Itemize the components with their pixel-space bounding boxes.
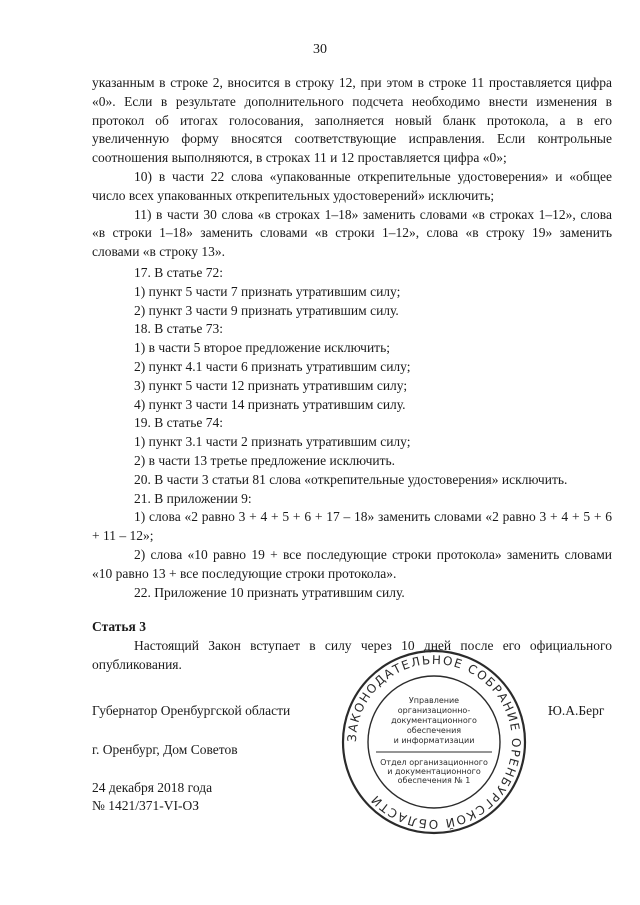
seal-inner-line: обеспечения [406, 726, 462, 735]
paragraph: 22. Приложение 10 признать утратившим силу. [134, 584, 405, 600]
page-number: 30 [313, 42, 327, 57]
seal-inner-line: и информатизации [393, 736, 475, 745]
paragraph: 21. В приложении 9: [134, 490, 252, 506]
seal-inner-line: документационного [391, 716, 477, 725]
paragraph: 19. В статье 74: [134, 415, 224, 431]
paragraph: 20. В части 3 статьи 81 слова «открепительные удостоверения» исключить. [134, 471, 568, 487]
place: г. Оренбург, Дом Советов [92, 742, 238, 757]
article-title: Статья 3 [92, 619, 146, 634]
paragraph: 3) пункт 5 части 12 признать утратившим силу; [134, 377, 408, 393]
seal-lower-line: обеспечения № 1 [397, 776, 471, 785]
law-number: № 1421/371-VI-ОЗ [92, 798, 200, 813]
seal-inner-line: организационно- [397, 706, 471, 715]
seal-lower-line: и документационного [387, 767, 481, 776]
paragraph: указанным в строке 2, вносится в строку 12, при этом в строке 11 проставляется цифра «0». Если в результате дополнительного подсчета необходимо внести изменения в протокол об итогах голосования, заполняется новый бланк протокола, а в его увеличенную форму вносятся соответствующие исправления. Если контрольные соотношения выполняются, в строках 11 и 12 проставляется цифра «0»; [92, 75, 612, 166]
paragraph: 1) слова «2 равно 3 + 4 + 5 + 6 + 17 – 18» заменить словами «2 равно 3 + 4 + 5 + 6 + 11 – 12»; [92, 509, 612, 544]
paragraph: 11) в части 30 слова «в строках 1–18» заменить словами «в строках 1–12», слова «в строки 1–18» заменить словами «в строки 1–12», слова «в строку 19» заменить словами «в строку 13». [92, 206, 612, 260]
paragraph: 1) пункт 3.1 части 2 признать утратившим силу; [134, 434, 411, 450]
paragraph: 1) пункт 5 части 7 признать утратившим силу; [134, 283, 401, 299]
paragraph: 1) в части 5 второе предложение исключить; [134, 340, 390, 356]
signer-title: Губернатор Оренбургской области [92, 703, 291, 718]
signer-name: Ю.А.Берг [548, 703, 605, 718]
paragraph: 2) слова «10 равно 19 + все последующие строки протокола» заменить словами «10 равно 13 + все последующие строки протокола». [92, 546, 612, 581]
seal-lower-line: Отдел организационного [380, 758, 488, 767]
seal-ring-text: ЗАКОНОДАТЕЛЬНОЕ СОБРАНИЕ ОРЕНБУРГСКОЙ ОБЛАСТИ [344, 652, 524, 832]
article-text: Настоящий Закон вступает в силу через 10 дней после его официального опубликования. [92, 637, 612, 672]
paragraph: 2) пункт 4.1 части 6 признать утратившим силу; [134, 358, 411, 374]
seal-inner-line: Управление [408, 696, 460, 705]
paragraph: 4) пункт 3 части 14 признать утратившим силу. [134, 396, 406, 412]
body-text [92, 74, 612, 602]
paragraph: 2) в части 13 третье предложение исключить. [134, 452, 396, 468]
paragraph: 17. В статье 72: [134, 264, 224, 280]
official-seal [340, 648, 528, 836]
date: 24 декабря 2018 года [92, 780, 213, 795]
paragraph: 10) в части 22 слова «упакованные открепительные удостоверения» и «общее число всех упакованных открепительных удостоверений» исключить; [92, 168, 612, 203]
paragraph: 18. В статье 73: [134, 321, 224, 337]
paragraph: 2) пункт 3 части 9 признать утратившим силу. [134, 302, 399, 318]
